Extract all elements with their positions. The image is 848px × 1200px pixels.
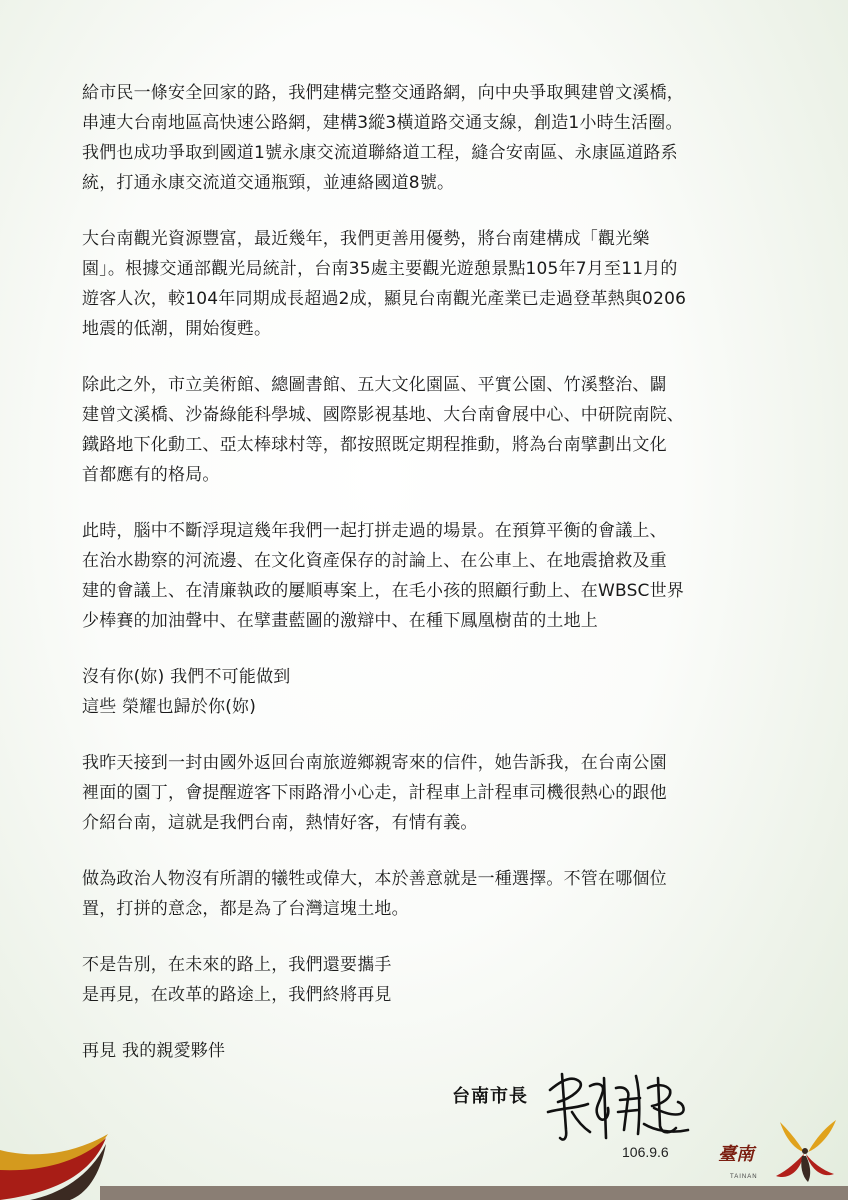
text-line: 除此之外，市立美術館、總圖書館、五大文化園區、平實公園、竹溪整治、闢	[82, 375, 667, 395]
text-line: 此時，腦中不斷浮現這幾年我們一起打拼走過的場景。在預算平衡的會議上、	[82, 521, 667, 541]
paragraph	[82, 1036, 782, 1066]
text-line: 做為政治人物沒有所謂的犧牲或偉大，本於善意就是一種選擇。不管在哪個位	[82, 869, 667, 889]
signature-block	[452, 1072, 712, 1172]
paragraph	[82, 78, 782, 198]
paragraph	[82, 224, 782, 344]
logo-subtext: TAINAN	[730, 1174, 758, 1180]
text-line: 地震的低潮，開始復甦。	[82, 319, 272, 339]
text-line: 不是告別，在未來的路上，我們還要攜手	[82, 955, 392, 975]
signature-date: 106.9.6	[622, 1144, 669, 1160]
letter-body	[82, 78, 782, 1092]
text-line: 這些 榮耀也歸於你(妳)	[82, 697, 257, 717]
paragraph	[82, 370, 782, 490]
text-line: 是再見，在改革的路途上，我們終將再見	[82, 985, 392, 1005]
paragraph	[82, 864, 782, 924]
signature-title: 台南市長	[452, 1086, 528, 1107]
paragraph	[82, 950, 782, 1010]
text-line: 首都應有的格局。	[82, 465, 220, 485]
logo-text: 臺南	[718, 1144, 754, 1165]
signature-icon	[544, 1068, 694, 1146]
text-line: 建曾文溪橋、沙崙綠能科學城、國際影視基地、大台南會展中心、中研院南院、	[82, 405, 684, 425]
text-line: 置，打拼的意念，都是為了台灣這塊土地。	[82, 899, 409, 919]
text-line: 串連大台南地區高快速公路網，建構3縱3橫道路交通支線，創造1小時生活圈。	[82, 113, 683, 133]
text-line: 我昨天接到一封由國外返回台南旅遊鄉親寄來的信件，她告訴我，在台南公園	[82, 753, 667, 773]
paragraph	[82, 662, 782, 722]
text-line: 裡面的園丁，會提醒遊客下雨路滑小心走，計程車上計程車司機很熱心的跟他	[82, 783, 667, 803]
text-line: 鐵路地下化動工、亞太棒球村等，都按照既定期程推動，將為台南擘劃出文化	[82, 435, 667, 455]
tainan-logo-icon	[772, 1118, 840, 1184]
text-line: 給市民一條安全回家的路，我們建構完整交通路網，向中央爭取興建曾文溪橋，	[82, 83, 684, 103]
text-line: 統，打通永康交流道交通瓶頸，並連絡國道8號。	[82, 173, 455, 193]
text-line: 建的會議上、在清廉執政的屢順專案上，在毛小孩的照顧行動上、在WBSC世界	[82, 581, 685, 601]
text-line: 我們也成功爭取到國道1號永康交流道聯絡道工程，縫合安南區、永康區道路系	[82, 143, 678, 163]
text-line: 再見 我的親愛夥伴	[82, 1041, 226, 1061]
text-line: 在治水勘察的河流邊、在文化資產保存的討論上、在公車上、在地震搶救及重	[82, 551, 667, 571]
text-line: 介紹台南，這就是我們台南，熱情好客，有情有義。	[82, 813, 478, 833]
text-line: 少棒賽的加油聲中、在擘畫藍圖的激辯中、在種下鳳凰樹苗的土地上	[82, 611, 598, 631]
text-line: 沒有你(妳) 我們不可能做到	[82, 667, 291, 687]
paragraph	[82, 748, 782, 838]
text-line: 園」。根據交通部觀光局統計，台南35處主要觀光遊憩景點105年7月至11月的	[82, 259, 678, 279]
text-line: 大台南觀光資源豐富，最近幾年，我們更善用優勢，將台南建構成「觀光樂	[82, 229, 650, 249]
text-line: 遊客人次，較104年同期成長超過2成，顯見台南觀光產業已走過登革熱與0206	[82, 289, 687, 309]
paragraph	[82, 516, 782, 636]
tainan-logo	[718, 1118, 840, 1198]
